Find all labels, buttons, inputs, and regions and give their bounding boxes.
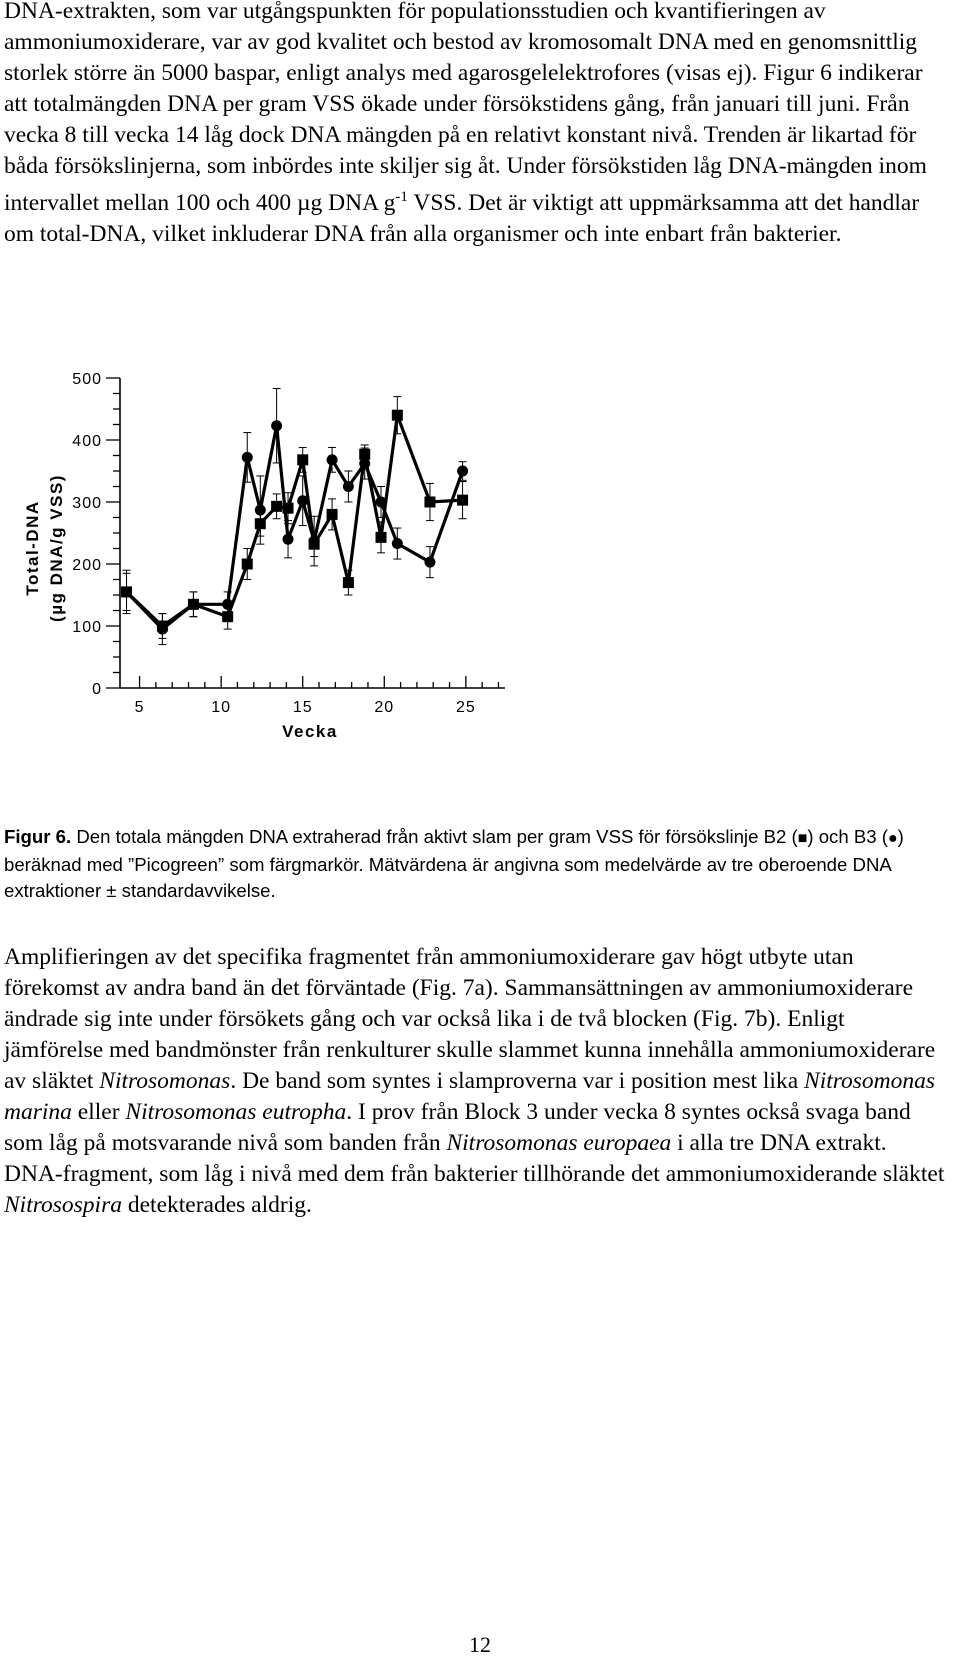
para2-species-1: Nitrosomonas marina bbox=[4, 1068, 936, 1125]
chart-series bbox=[121, 389, 468, 645]
x-tick-label: 15 bbox=[292, 699, 313, 716]
data-point-b2 bbox=[327, 509, 338, 520]
data-point-b2 bbox=[297, 454, 308, 465]
dna-chart bbox=[0, 370, 540, 750]
data-point-b3 bbox=[271, 420, 282, 431]
data-point-b3 bbox=[297, 495, 308, 506]
superscript-minus-one: -1 bbox=[395, 189, 408, 205]
para2-text-4: . I prov från Block 3 under vecka 8 syntes också svaga band som låg på motsvarande nivå som banden från bbox=[4, 1099, 911, 1156]
caption-text-1: Den totala mängden DNA extraherad från aktivt slam per gram VSS för försökslinje B2 ( bbox=[71, 826, 798, 847]
chart-ylabel-line1: Total-DNA bbox=[23, 500, 42, 596]
caption-text-3: ) beräknad med ”Picogreen” som färgmarkör. Mätvärdena är angivna som medelvärde av tre oberoende DNA extraktioner ± standardavvikelse. bbox=[4, 826, 904, 901]
data-point-b3 bbox=[121, 586, 132, 597]
y-tick-label: 400 bbox=[72, 433, 102, 450]
data-point-b3 bbox=[424, 557, 435, 568]
para2-species-3: Nitrosomonas europaea bbox=[446, 1130, 672, 1156]
data-point-b3 bbox=[222, 599, 233, 610]
y-tick-label: 100 bbox=[72, 619, 102, 636]
x-tick-label: 20 bbox=[374, 699, 395, 716]
circle-marker-symbol: ● bbox=[887, 830, 898, 847]
chart-xlabel: Vecka bbox=[282, 722, 338, 741]
chart-ylabel-line2: (µg DNA/g VSS) bbox=[47, 474, 66, 622]
data-point-b3 bbox=[457, 466, 468, 477]
data-point-b3 bbox=[376, 497, 387, 508]
series-b3 bbox=[121, 389, 468, 645]
x-tick-label: 10 bbox=[211, 699, 232, 716]
para2-genus-2: Nitrosospira bbox=[4, 1192, 122, 1218]
data-point-b2 bbox=[392, 410, 403, 421]
page-number: 12 bbox=[469, 1632, 491, 1657]
data-point-b3 bbox=[255, 505, 266, 516]
data-point-b3 bbox=[157, 624, 168, 635]
para2-text-5: i alla tre DNA extrakt. DNA-fragment, som låg i nivå med dem från bakterier tillhörande det ammoniumoxiderande släktet bbox=[4, 1130, 945, 1187]
para2-genus-1: Nitrosomonas bbox=[99, 1068, 231, 1094]
x-tick-label: 25 bbox=[455, 699, 476, 716]
data-point-b3 bbox=[242, 452, 253, 463]
y-tick-label: 200 bbox=[72, 557, 102, 574]
data-point-b3 bbox=[188, 599, 199, 610]
data-point-b2 bbox=[242, 559, 253, 570]
data-point-b2 bbox=[343, 577, 354, 588]
data-point-b2 bbox=[424, 497, 435, 508]
data-point-b3 bbox=[359, 458, 370, 469]
y-tick-label: 0 bbox=[92, 681, 102, 698]
paragraph-1-text: DNA-extrakten, som var utgångspunkten för populationsstudien och kvantifieringen av ammoniumoxiderare, var av god kvalitet och bestod av kromosomalt DNA med en genomsnittlig storlek större än 5000 baspar, enligt analys med agarosgelelektrofores (visas ej). Figur 6 indikerar att totalmängden DNA per gram VSS ökade under försökstidens gång, från januari till juni. Från vecka 8 till vecka 14 låg dock DNA mängden på en relativt konstant nivå. Trenden är likartad för båda försökslinjerna, som inbördes inte skiljer sig åt. Under försökstiden låg DNA-mängden inom intervallet mellan 100 och 400 µg DNA g bbox=[4, 0, 927, 216]
data-point-b3 bbox=[343, 481, 354, 492]
caption-text-2: ) och B3 ( bbox=[807, 826, 888, 847]
data-point-b3 bbox=[283, 534, 294, 545]
para2-text-3: eller bbox=[71, 1099, 126, 1125]
para2-species-2: Nitrosomonas eutropha bbox=[125, 1099, 347, 1125]
para2-text-2: . De band som syntes i slamproverna var i position mest lika bbox=[230, 1068, 805, 1094]
body-paragraph-1 bbox=[4, 0, 948, 250]
y-tick-label: 300 bbox=[72, 495, 102, 512]
data-point-b3 bbox=[392, 538, 403, 549]
data-point-b2 bbox=[271, 501, 282, 512]
x-tick-label: 5 bbox=[134, 699, 145, 716]
data-point-b3 bbox=[309, 536, 320, 547]
square-marker-symbol: ■ bbox=[797, 830, 808, 847]
data-point-b3 bbox=[327, 454, 338, 465]
data-point-b2 bbox=[376, 532, 387, 543]
para2-text-1: Amplifieringen av det specifika fragmentet från ammoniumoxiderare gav högt utbyte utan förekomst av andra band än det förväntade (Fig. 7a). Sammansättningen av ammoniumoxiderare ändrade sig inte under försökets gång och var också lika i de två blocken (Fig. 7b). Enligt jämförelse med bandmönster från renkulturer skulle slammet kunna innehålla ammoniumoxiderare av släktet bbox=[4, 944, 936, 1094]
paragraph-1-text-end: VSS. Det är viktigt att uppmärksamma att det handlar om total-DNA, vilket inkluderar DNA från alla organismer och inte enbart från bakterier. bbox=[4, 189, 920, 247]
caption-label: Figur 6. bbox=[4, 826, 72, 847]
series-b2 bbox=[121, 397, 468, 639]
figure-caption bbox=[4, 824, 954, 904]
body-paragraph-2 bbox=[4, 942, 948, 1221]
data-point-b2 bbox=[457, 495, 468, 506]
y-tick-label: 500 bbox=[72, 371, 102, 388]
para2-text-6: detekterades aldrig. bbox=[121, 1192, 312, 1218]
